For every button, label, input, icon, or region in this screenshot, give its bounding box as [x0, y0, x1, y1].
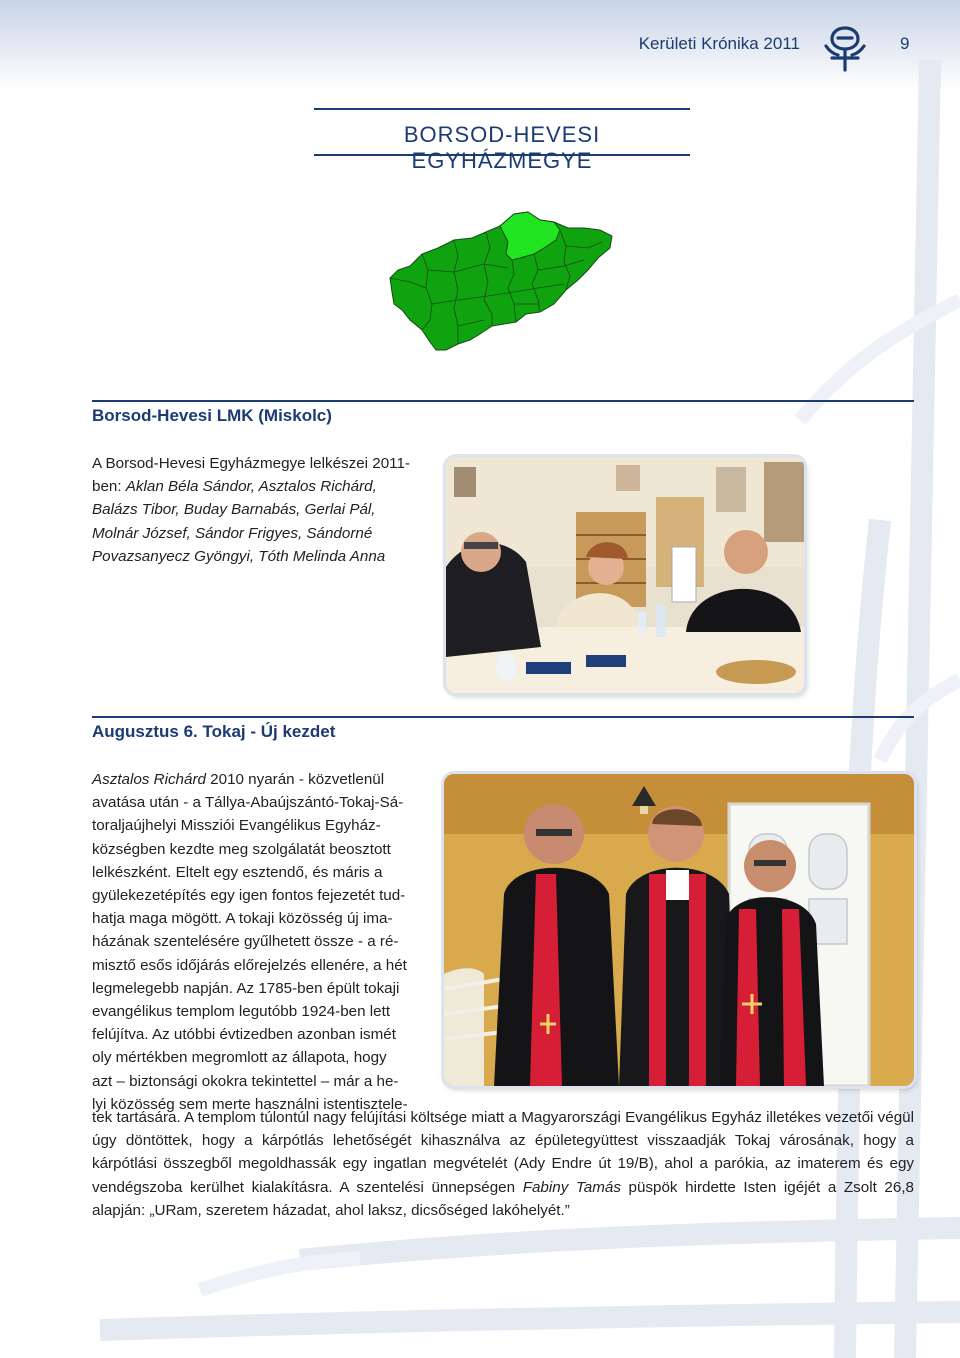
article-paragraph [92, 768, 420, 1116]
text-line: felújítva. Az utóbbi évtizedben azonban ismét [92, 1026, 396, 1044]
text-line: A Borsod-Hevesi Egyházmegye lelkészei 2011- [92, 455, 410, 472]
text-line: avatása után - a Tállya-Abaújszántó-Tokaj-Sá- [92, 794, 404, 812]
text-line: toraljaújhelyi Missziói Evangélikus Egyház- [92, 817, 381, 835]
section-title: BORSOD-HEVESI EGYHÁZMEGYE [403, 122, 601, 173]
text-line: gyülekezetépítés egy igen fontos fejezetét tud- [92, 887, 406, 905]
text-line: misztő esős időjárás előrejelzés ellenére, a hét [92, 956, 407, 974]
divider [92, 716, 914, 718]
text-line: evangélikus templom legutóbb 1924-ben lett [92, 1003, 391, 1021]
text-line: Povazsanyecz Gyöngyi, Tóth Melinda Anna [92, 547, 386, 565]
divider [92, 400, 914, 402]
text-line: lyi közösség sem merte használni istentisztele- [92, 1095, 408, 1113]
meeting-photo [446, 457, 804, 693]
text-line: azt – biztonsági okokra tekintettel – már a he- [92, 1072, 399, 1090]
section-title-box [314, 108, 690, 173]
article-heading: Augusztus 6. Tokaj - Új kezdet [92, 722, 336, 741]
article-paragraph [92, 452, 422, 568]
text-line: Molnár József, Sándor Frigyes, Sándorné [92, 524, 373, 542]
text-line: ben: Aklan Béla Sándor, Asztalos Richárd, [92, 478, 377, 496]
text-line: házának szentelésére gyűlhetett össze - a ré- [92, 933, 399, 951]
hungary-map [388, 208, 616, 352]
text-line: oly mértékben megromlott az állapota, hogy [92, 1049, 387, 1067]
text-line: lelkészként. Eltelt egy esztendő, és máris a [92, 863, 383, 881]
running-head: Kerületi Krónika 2011 [638, 34, 800, 53]
article-heading: Borsod-Hevesi LMK (Miskolc) [92, 406, 332, 425]
lutheran-rose-cross-icon [822, 24, 868, 72]
text-line: Asztalos Richárd 2010 nyarán - közvetlenül [92, 771, 385, 788]
text-line: községben kezdte meg szolgálatát beosztott [92, 840, 391, 858]
article-paragraph-full-width: tek tartására. A templom túlontúl nagy felújítási költsége miatt a Magyarországi Evangélikus Egyház illetékes vezetői végül úgy döntöttek, hogy a kárpótlás lehetőségét kihasználva az épületegyüttest visszaadják Tokaj városának, hogy a kárpótlási összegből megoldhassák egy ingatlan megvételét (Ady Endre út 19/B), ahol a parókia, az imaterem és egy vendégszoba kerülhet kialakításra. A szentelési ünnepségen Fabiny Tamás püspök hirdette Isten igéjét a Zsolt 26,8 alapján: „URam, szeretem házadat, ahol laksz, dicsőséged lakóhelyét.” [92, 1109, 914, 1219]
text-line: legmelegebb napján. Az 1785-ben épült tokaji [92, 979, 400, 997]
consecration-photo [444, 774, 914, 1086]
page-number: 9 [900, 34, 910, 53]
text-line: Balázs Tibor, Buday Barnabás, Gerlai Pál, [92, 501, 376, 519]
text-line: hatja maga mögött. A tokaji közösség új ima- [92, 910, 393, 928]
